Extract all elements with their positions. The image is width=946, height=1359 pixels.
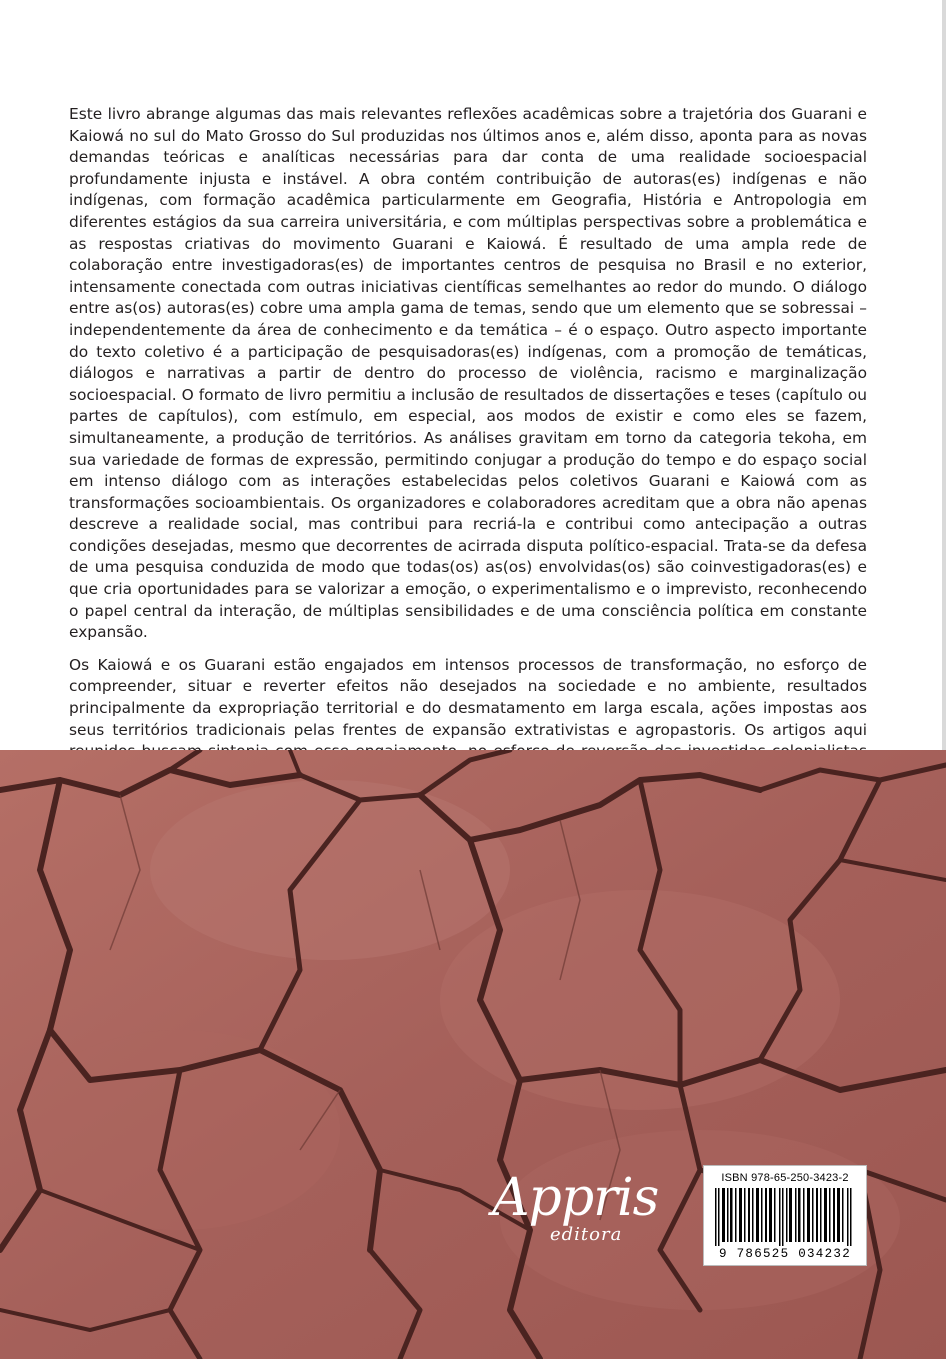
- barcode-graphic: [713, 1188, 859, 1246]
- publisher-logo: [492, 1168, 667, 1262]
- synopsis-paragraph-2: Os Kaiowá e os Guarani estão engajados em intensos processos de transformação, no esforço de compreender, situar e reverter efeitos não desejados na sociedade e no ambiente, resultados principalmente da expropriação territorial e do desmatamento em larga escala, ações impostas aos seus territórios tradicionais pelas frentes de expansão extrativistas e agropastoris. Os artigos aqui: [69, 655, 867, 739]
- synopsis-text: [69, 104, 867, 795]
- synopsis-paragraph-1: Este livro abrange algumas das mais relevantes reflexões acadêmicas sobre a trajetória dos Guarani e Kaiowá no sul do Mato Grosso do Sul produzidas nos últimos anos e, além disso, aponta para as novas demandas teóricas e analíticas necessárias para dar conta de uma realidade socioespacial profundamente injusta e instável. A obra contém contribuição de autoras(es) indígenas e não indígenas, com formação acadêmica particularmente em Geografia, História e Antropologia em diferentes estágios da sua carreira universitária, e com múltiplas perspectivas sobre a problemática e as respostas criativas do movimento Guarani e Kaiowá. É resultado de uma ampla rede de colaboração entre investigadoras(es) de importantes centros de pesquisa no Brasil e no exterior, intensamente conectada com outras iniciativas científicas semelhantes ao redor do mundo. O diálogo entre as(os) autoras(es) cobre uma ampla gama de temas, sendo que um elemento que se sobressai – independentemente da área de conhecimento e da temática – é o espaço. Outro aspecto importante do texto coletivo é a participação de pesquisadoras(es) indígenas, com a promoção de temáticas, diálogos e narrativas a partir de dentro do processo de violência, racismo e marginalização socioespacial. O formato de livro permitiu a inclusão de resultados de dissertações e teses (capítulo ou partes de capítulos), com estímulo, em especial, aos modos de existir e como eles se fazem, simultaneamente, a produção de territórios. As análises gravitam em torno da categoria tekoha, em sua variedade de formas de expressão, permitindo conjugar a produção do tempo e do espaço social em intenso diálogo com as interações estabelecidas pelos coletivos Guarani e Kaiowá com as transformações socioambientais. Os organizadores e colaboradores acreditam que a obra não apenas descreve a realidade social, mas contribui para recriá-la e contribui como antecipação a outras condições desejadas, mesmo que decorrentes de acirrada disputa político-espacial. Trata-se da defesa de uma pesquisa conduzida de modo que todas(os) as(os) envolvidas(os) são coinvestigadoras(es) e que cria oportunidades para se valorizar a emoção, o experimentalismo e o imprevisto, reconhecendo o papel central da interação, de múltiplas sensibilidades e de uma consciência política em constante expansão.: [69, 105, 867, 642]
- isbn-label: ISBN 978-65-250-3423-2: [721, 1172, 849, 1184]
- page-edge: [942, 0, 946, 750]
- publisher-name: Appris: [492, 1168, 659, 1228]
- cracked-soil-photo: [0, 750, 946, 1359]
- isbn-barcode-box: [703, 1165, 867, 1266]
- barcode-digits: 9 786525 034232: [718, 1247, 852, 1261]
- publisher-subtitle: editora: [550, 1224, 623, 1245]
